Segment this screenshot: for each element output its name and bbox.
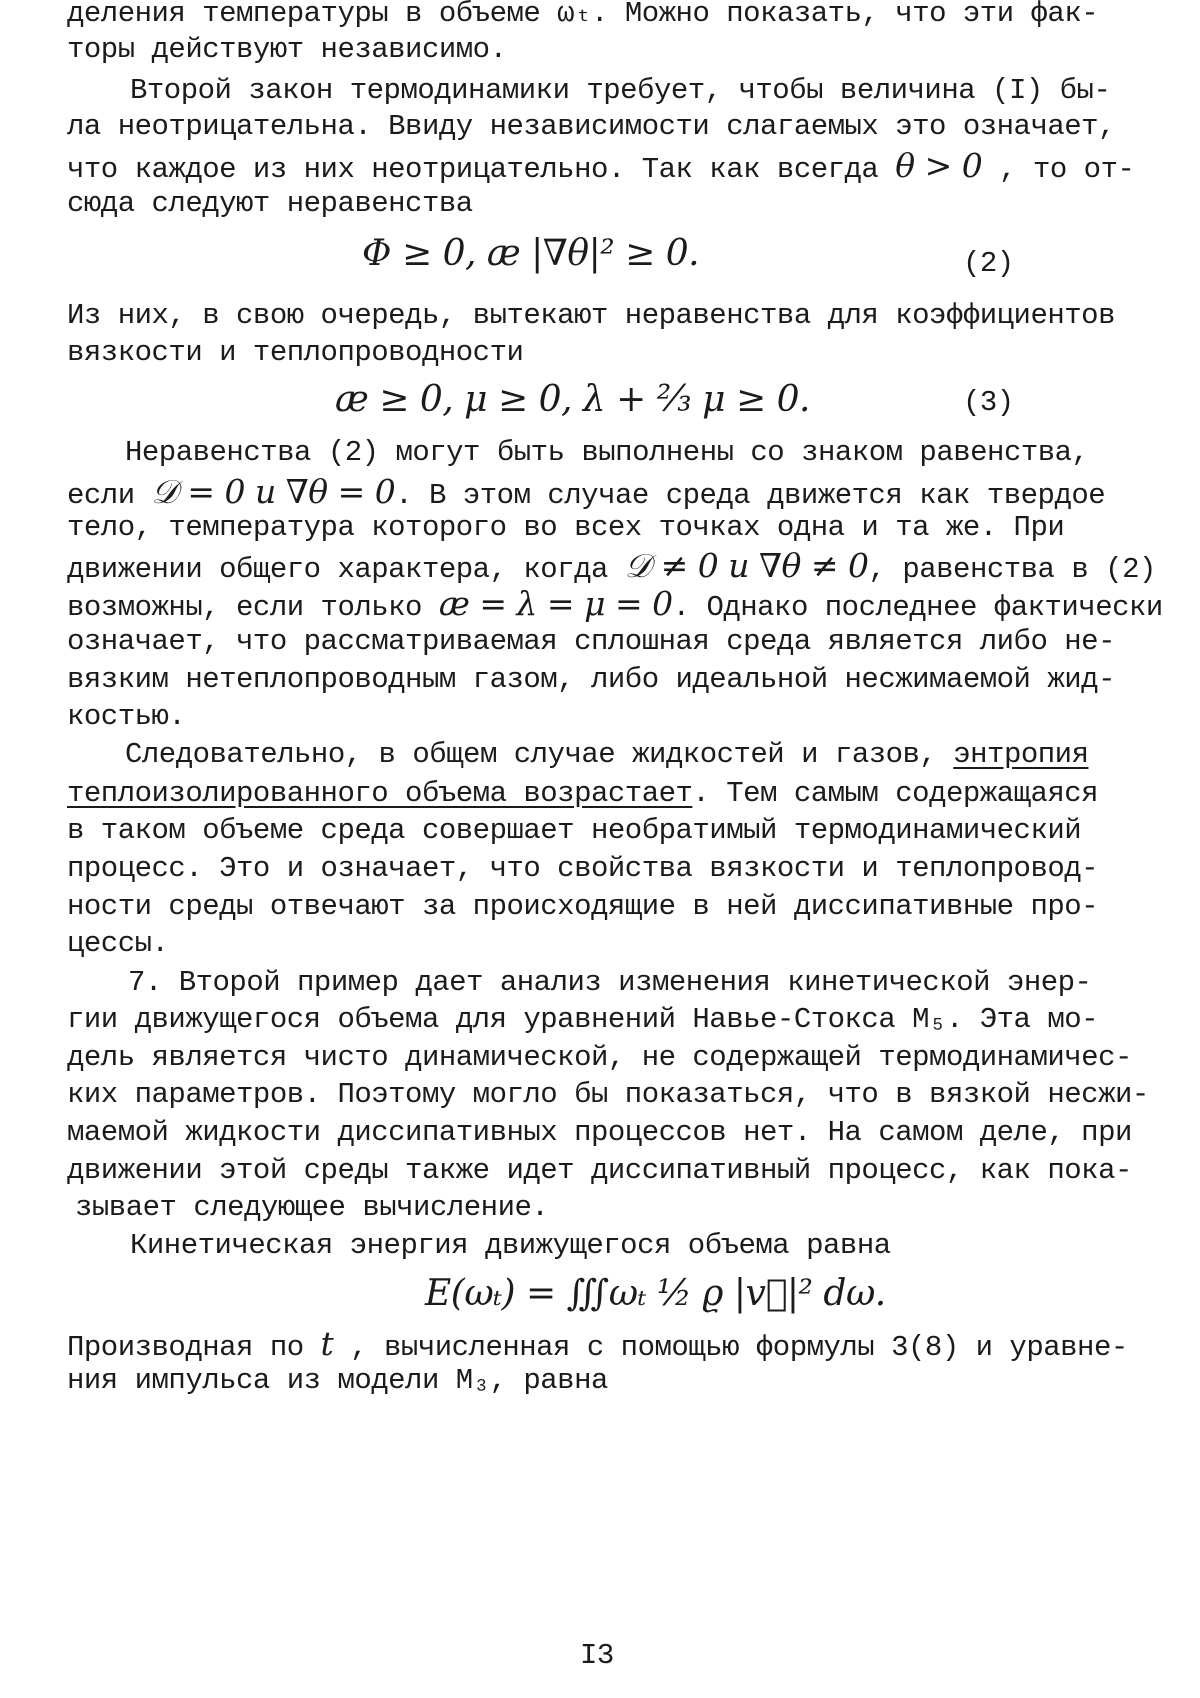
page-number: I3 (580, 1639, 614, 1672)
equation-number: (2) (963, 247, 1014, 280)
text-line: ности среды отвечают за происходящие в ней диссипативные про- (67, 890, 1099, 923)
text-segment: Производная по (67, 1331, 321, 1364)
text-segment: движении общего характера, когда (67, 553, 625, 586)
text-line: дель является чисто динамической, не содержащей термодинамичес- (67, 1041, 1132, 1074)
formula-kinetic-energy: E(ωₜ) = ∭ωₜ ½ ϱ |v⃗|² dω. (425, 1273, 886, 1314)
text-line: вязким нетеплопроводным газом, либо идеальной несжимаемой жид- (67, 663, 1115, 696)
text-line: процесс. Это и означает, что свойства вязкости и теплопровод- (67, 852, 1099, 885)
underlined-text: энтропия (953, 738, 1089, 771)
text-segment: возможны, если только (67, 591, 439, 624)
text-line: в таком объеме среда совершает необратимый термодинамический (67, 814, 1082, 847)
text-line: цессы. (67, 927, 169, 960)
text-line: Второй закон термодинамики требует, чтобы величина (I) бы- (130, 74, 1111, 107)
text-line: Из них, в свою очередь, вытекают неравенства для коэффициентов (67, 299, 1115, 332)
underlined-text: теплоизолированного объема возрастает (67, 777, 693, 810)
text-segment: . Однако последнее фактически (672, 591, 1163, 624)
formula-2: Φ ≥ 0, æ |∇θ|² ≥ 0. (362, 233, 700, 274)
text-line: торы действуют независимо. (67, 33, 507, 66)
text-line: вязкости и теплопроводности (67, 336, 524, 369)
text-segment: , равенства в (2) (868, 553, 1156, 586)
text-line: ла неотрицательна. Ввиду независимости слагаемых это означает, (67, 110, 1115, 143)
text-line: движении этой среды также идет диссипативный процесс, как пока- (67, 1154, 1132, 1187)
inline-formula: æ = λ = μ = 0 (438, 584, 673, 623)
text-segment: . В этом случае среда движется как твердое (395, 479, 1106, 512)
inline-formula: t (320, 1324, 334, 1363)
inline-formula: 𝒟 ≠ 0 и ∇θ ≠ 0 (624, 546, 869, 585)
text-line: маемой жидкости диссипативных процессов нет. На самом деле, при (67, 1116, 1132, 1149)
text-line: Кинетическая энергия движущегося объема равна (130, 1229, 891, 1262)
text-segment: что каждое из них неотрицательно. Так как всегда (67, 153, 896, 186)
text-segment: , то от- (982, 153, 1135, 186)
text-line: Неравенства (2) могут быть выполнены со знаком равенства, (125, 436, 1089, 469)
text-line: костью. (67, 700, 186, 733)
text-line (125, 735, 1088, 775)
formula-3: æ ≥ 0, μ ≥ 0, λ + ⅔ μ ≥ 0. (335, 379, 810, 420)
text-line: зывает следующее вычисление. (75, 1191, 549, 1224)
equation-number: (3) (963, 386, 1014, 419)
text-segment: . Тем самым содержащаяся (692, 777, 1099, 810)
text-line: гии движущегося объема для уравнений Навье-Стокса M₅. Эта мо- (67, 1003, 1099, 1036)
text-line: 7. Второй пример дает анализ изменения кинетической энер- (128, 966, 1092, 999)
text-line: сюда следуют неравенства (67, 187, 473, 220)
text-line: тело, температура которого во всех точках одна и та же. При (67, 511, 1065, 544)
text-line: означает, что рассматриваемая сплошная среда является либо не- (67, 625, 1115, 658)
inline-formula: θ > 0 (895, 146, 983, 185)
text-line: ния импульса из модели M₃, равна (67, 1364, 608, 1397)
text-segment: , вычисленная с помощью формулы 3(8) и уравне- (333, 1331, 1128, 1364)
inline-formula: 𝒟 = 0 и ∇θ = 0 (151, 472, 396, 511)
text-line: деления температуры в объеме ωₜ. Можно показать, что эти фак- (67, 0, 1099, 30)
text-segment: если (67, 479, 152, 512)
text-line: ких параметров. Поэтому могло бы показаться, что в вязкой несжи- (67, 1078, 1149, 1111)
text-line (67, 774, 1098, 814)
text-segment: Следовательно, в общем случае жидкостей и газов, (125, 738, 954, 771)
